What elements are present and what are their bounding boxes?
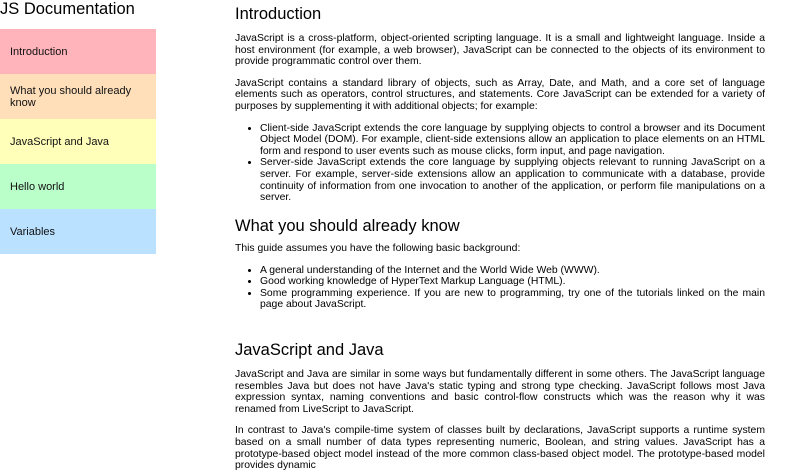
- nav-item-what-you-should-already-know[interactable]: [0, 74, 156, 119]
- list-item: • Client-side JavaScript extends the core language by supplying objects to control a browser and its Document Object Model (DOM). For example, client-side extensions allow an application to place elements on an HTML form and respond to user events such as mouse clicks, form input, and page navigation.: [260, 123, 765, 158]
- nav-list: [0, 29, 156, 254]
- nav-item-label: Variables: [10, 225, 56, 238]
- nav-item-variables[interactable]: [0, 209, 156, 254]
- list-item: • Good working knowledge of HyperText Markup Language (HTML).: [260, 276, 765, 288]
- section-heading: What you should already know: [235, 217, 460, 235]
- nav-item-javascript-and-java[interactable]: [0, 119, 156, 164]
- paragraph: JavaScript is a cross-platform, object-oriented scripting language. It is a small and lightweight language. Inside a host environment (for example, a web browser), JavaScript can be connected to the objects of its environment to provide programmatic control over them.: [235, 33, 765, 68]
- section-heading: Introduction: [235, 5, 322, 23]
- section-javascript-and-java: [235, 341, 765, 472]
- nav-item-hello-world[interactable]: [0, 164, 156, 209]
- list-item: • A general understanding of the Internet and the World Wide Web (WWW).: [260, 265, 765, 277]
- nav-item-label: Introduction: [10, 45, 68, 58]
- list-item: • Some programming experience. If you are new to programming, try one of the tutorials linked on the main page about JavaScript.: [260, 288, 765, 311]
- section-introduction: [235, 5, 765, 204]
- nav-item-label: What you should already know: [10, 84, 132, 109]
- bullet-list: [235, 123, 765, 204]
- paragraph: This guide assumes you have the following basic background:: [235, 243, 521, 254]
- site-title: JS Documentation: [0, 0, 135, 18]
- paragraph: JavaScript contains a standard library of objects, such as Array, Date, and Math, and a core set of language elements such as operators, control structures, and statements. Core JavaScript can be extended for a variety of purposes by supplementing it with additional objects; for example:: [235, 77, 765, 112]
- nav-item-label: Hello world: [10, 180, 65, 193]
- sidebar-nav: [0, 0, 156, 254]
- section-heading: JavaScript and Java: [235, 341, 384, 359]
- section-what-you-should-already-know: [235, 217, 765, 311]
- paragraph: In contrast to Java's compile-time system of classes built by declarations, JavaScript supports a runtime system based on a small number of data types representing numeric, Boolean, and string values. JavaScript has a prototype-based object model instead of the more common class-based object model. The prototype-based model provides dynamic: [235, 425, 765, 472]
- bullet-list: [235, 265, 765, 311]
- list-item: • Server-side JavaScript extends the core language by supplying objects relevant to running JavaScript on a server. For example, server-side extensions allow an application to communicate with a database, provide continuity of information from one invocation to another of the application, or perform file manipulations on a server.: [260, 157, 765, 203]
- paragraph: JavaScript and Java are similar in some ways but fundamentally different in some others. The JavaScript language resembles Java but does not have Java's static typing and strong type checking. JavaScript follows most Java expression syntax, naming conventions and basic control-flow constructs which was the reason why it was renamed from LiveScript to JavaScript.: [235, 369, 765, 415]
- nav-item-introduction[interactable]: [0, 29, 156, 74]
- nav-item-label: JavaScript and Java: [10, 135, 110, 148]
